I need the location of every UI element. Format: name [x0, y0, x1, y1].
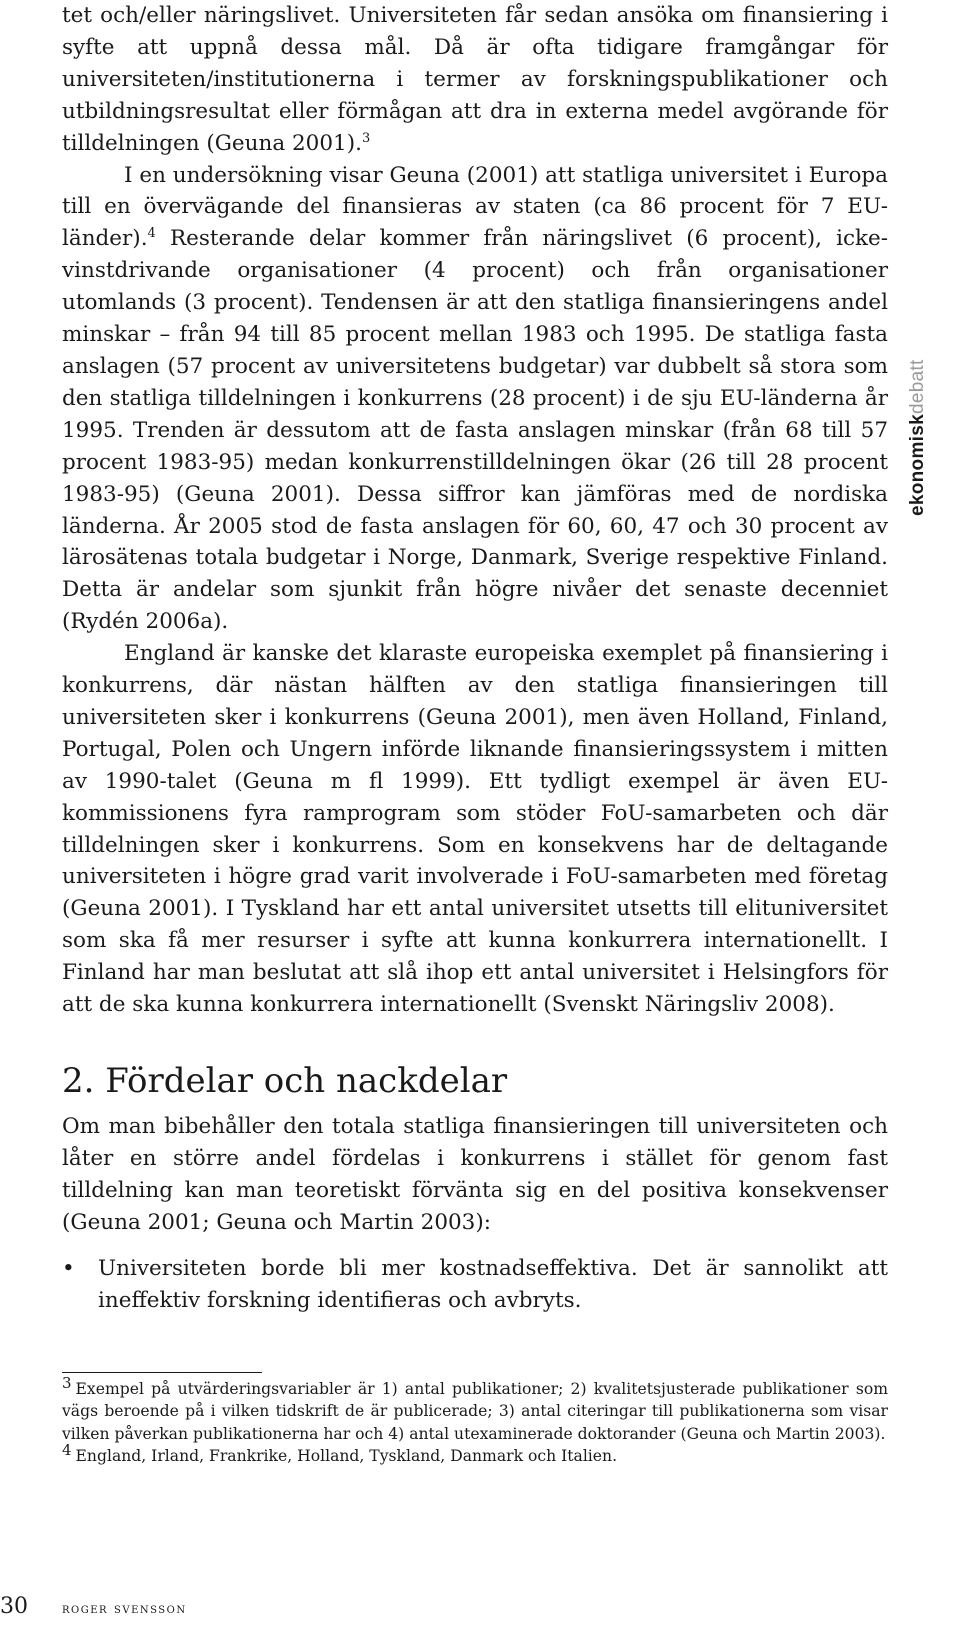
journal-side-label: [895, 280, 935, 520]
section-intro: Om man bibehåller den totala statliga finansieringen till universiteten och låter en större andel fördelas i konkurrens i stället för genom fast tilldelning kan man teoretiskt förvänta sig en del positiva konsekvenser (Geuna 2001; Geuna och Martin 2003):: [62, 1114, 888, 1235]
side-label-light: debatt: [907, 359, 928, 415]
footnote-ref-3[interactable]: 3: [361, 130, 371, 146]
section-heading: 2. Fördelar och nackdelar: [62, 1061, 508, 1101]
bullet-list: [62, 1253, 888, 1317]
bullet-item-text: Universiteten borde bli mer kostnadseffektiva. Det är sannolikt att ineffektiv forskning identifieras och avbryts.: [98, 1255, 888, 1313]
footnotes: [62, 1374, 888, 1468]
page-number: 30: [0, 1594, 28, 1619]
footnote-3: [62, 1374, 888, 1445]
running-footer-author: roger svensson: [62, 1601, 187, 1617]
footnote-ref-4[interactable]: 4: [147, 226, 156, 242]
bullet-icon: •: [62, 1255, 75, 1281]
paragraph-3: England är kanske det klaraste europeiska exemplet på finansiering i konkurrens, där nästan hälften av den statliga finansieringen till universiteten sker i konkurrens (Geuna 2001), men även Holland, Finland, Portugal, Polen och Ungern införde liknande finansieringssystem i mitten av 1990-talet (Geuna m fl 1999). Ett tydligt exempel är även EU-kommissionens fyra ramprogram som stöder FoU-samarbeten och där tilldelningen sker i konkurrens. Som en konsekvens har de deltagande universiteten i högre grad varit involverade i FoU-samarbeten med företag (Geuna 2001). I Tyskland har ett antal universitet utsetts till elituniversitet som ska få mer resurser i syfte att kunna konkurrera internationellt. I Finland har man beslutat att slå ihop ett antal universitet i Helsingfors för att de ska kunna konkurrera internationellt (Svenskt Näringsliv 2008).: [62, 641, 888, 1018]
body-text: [62, 0, 888, 1316]
svg-text:ekonomiskdebatt: [907, 359, 928, 516]
footnote-4: [62, 1441, 888, 1467]
paragraph-2-text-b: Resterande delar kommer från näringslivet (6 procent), icke-vinstdrivande organisationer (4 procent) och från organisationer utomlands (3 procent). Tendensen är att den statliga finansieringens andel minskar – från 94 till 85 procent mellan 1983 och 1995. De statliga fasta anslagen (57 procent av universitetens budgetar) var dubbelt så stora som den statliga tilldelningen i konkurrens (28 procent) i de sju EU-länderna år 1995. Trenden är dessutom att de fasta anslagen minskar (från 68 till 57 procent 1983-95) medan konkurrenstilldelningen ökar (26 till 28 procent 1983-95) (Geuna 2001). Dessa siffror kan jämföras med de nordiska länderna. År 2005 stod de fasta anslagen för 60, 60, 47 och 30 procent av lärosätenas totala budgetar i Norge, Danmark, Sverige respektive Finland. Detta är andelar som sjunkit från högre nivåer det senaste decenniet (Rydén 2006a).: [62, 226, 888, 635]
bullet-item: [62, 1253, 888, 1317]
footnote-text: Exempel på utvärderingsvariabler är 1) antal publikationer; 2) kvalitetsjusterade publikationer som vägs beroende på i vilken tidskrift de är publicerade; 3) antal citeringar till publikationerna som visar vilken påverkan publikationerna har och 4) antal utexaminerade doktorander (Geuna och Martin 2003).: [62, 1380, 888, 1443]
paragraph-1-text: tet och/eller näringslivet. Universiteten får sedan ansöka om finansiering i syfte att uppnå dessa mål. Då är ofta tidigare framgångar för universiteten/institutionerna i termer av forskningspublikationer och utbildningsresultat eller förmågan att dra in externa medel avgörande för tilldelningen (Geuna 2001).: [62, 3, 888, 156]
footnote-number: 3: [62, 1374, 72, 1392]
paragraph-1: [62, 0, 888, 160]
journal-logo: [895, 280, 935, 520]
side-label-bold: ekonomisk: [907, 414, 928, 516]
paragraph-2: [62, 160, 888, 639]
paragraph-2-text-a: I en undersökning visar Geuna (2001) att statliga universitet i Europa till en övervägande del finansieras av staten (ca 86 procent för 7 EU-länder).: [62, 162, 888, 252]
footnote-text: England, Irland, Frankrike, Holland, Tyskland, Danmark och Italien.: [75, 1447, 618, 1466]
footnote-divider: [62, 1372, 262, 1373]
footnote-number: 4: [62, 1441, 72, 1460]
